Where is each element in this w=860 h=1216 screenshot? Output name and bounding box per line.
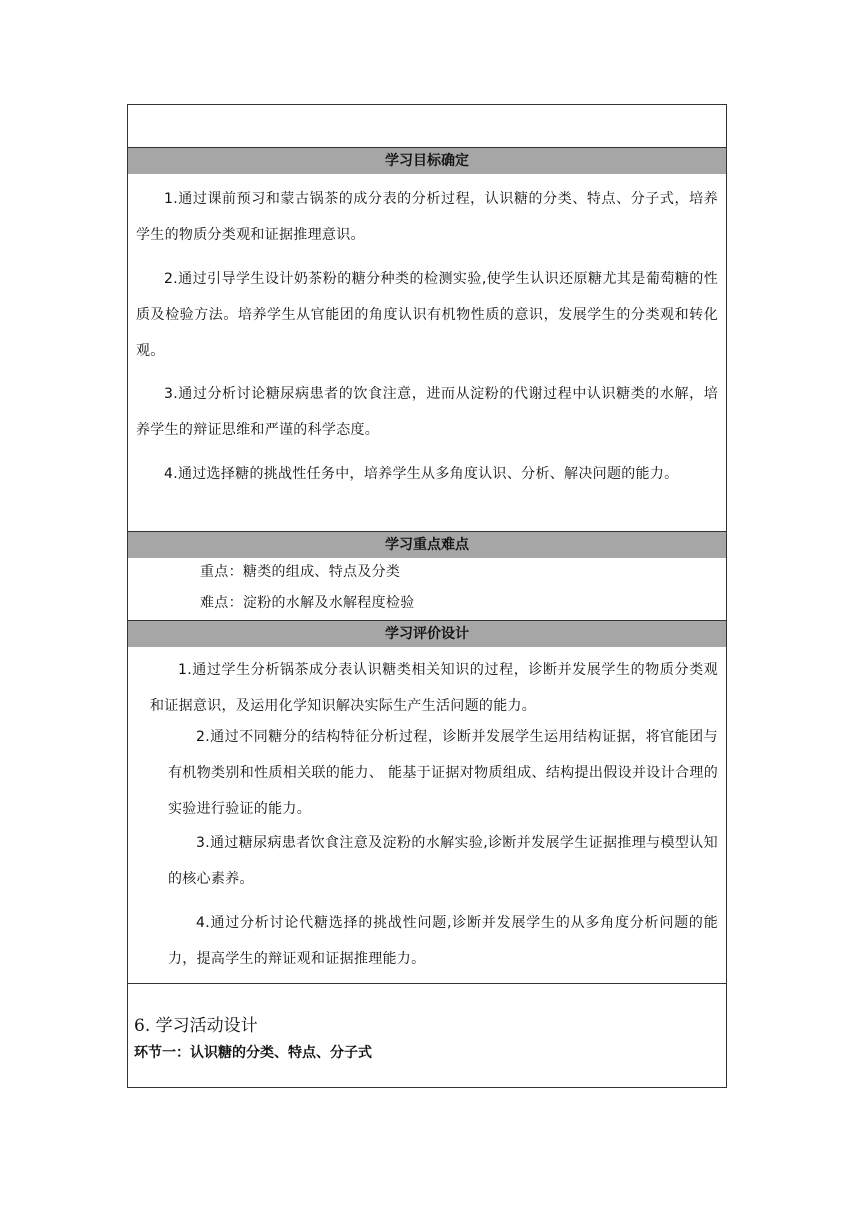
focus-text: 重点：糖类的组成、特点及分类 [200,564,401,580]
eval-item-2: 2.通过不同糖分的结构特征分析过程，诊断并发展学生运用结构证据，将官能团与有机物类别和性质相关联的能力、 能基于证据对物质组成、结构提出假设并设计合理的实验进行验证的能力。 [168,729,718,817]
eval-item-4: 4.通过分析讨论代糖选择的挑战性问题,诊断并发展学生的从多角度分析问题的能力，提高学生的辩证观和证据推理能力。 [168,915,718,967]
evaluation-header [128,620,726,647]
goal-item-3: 3.通过分析讨论糖尿病患者的饮食注意，进而从淀粉的代谢过程中认识糖类的水解，培养学生的辩证思维和严谨的科学态度。 [136,386,718,438]
evaluation-body [128,647,726,983]
goal-item-1: 1.通过课前预习和蒙古锅茶的成分表的分析过程，认识糖的分类、特点、分子式，培养学生的物质分类观和证据推理意识。 [136,191,718,243]
key-points-body [128,558,726,620]
evaluation-title: 学习评价设计 [385,626,469,642]
activity-section [128,983,726,1087]
goals-body [128,174,726,531]
goals-header [128,147,726,174]
goals-title: 学习目标确定 [385,153,469,169]
eval-item-1: 1.通过学生分析锅茶成分表认识糖类相关知识的过程，诊断并发展学生的物质分类观和证据意识，及运用化学知识解决实际生产生活问题的能力。 [150,662,718,714]
goal-item-2: 2.通过引导学生设计奶茶粉的糖分种类的检测实验,使学生认识还原糖尤其是葡萄糖的性质及检验方法。培养学生从官能团的角度认识有机物性质的意识，发展学生的分类观和转化观。 [136,271,718,359]
difficulty-text: 难点：淀粉的水解及水解程度检验 [200,595,415,611]
lesson-plan-table [127,104,727,1088]
key-points-title: 学习重点难点 [385,537,469,553]
activity-heading: 6. 学习活动设计 [134,1016,258,1036]
eval-item-3: 3.通过糖尿病患者饮食注意及淀粉的水解实验,诊断并发展学生证据推理与模型认知的核心素养。 [168,835,718,887]
goal-item-4: 4.通过选择糖的挑战性任务中，培养学生从多角度认识、分析、解决问题的能力。 [164,466,679,482]
activity-step: 环节一：认识糖的分类、特点、分子式 [134,1045,372,1061]
key-points-header [128,531,726,558]
